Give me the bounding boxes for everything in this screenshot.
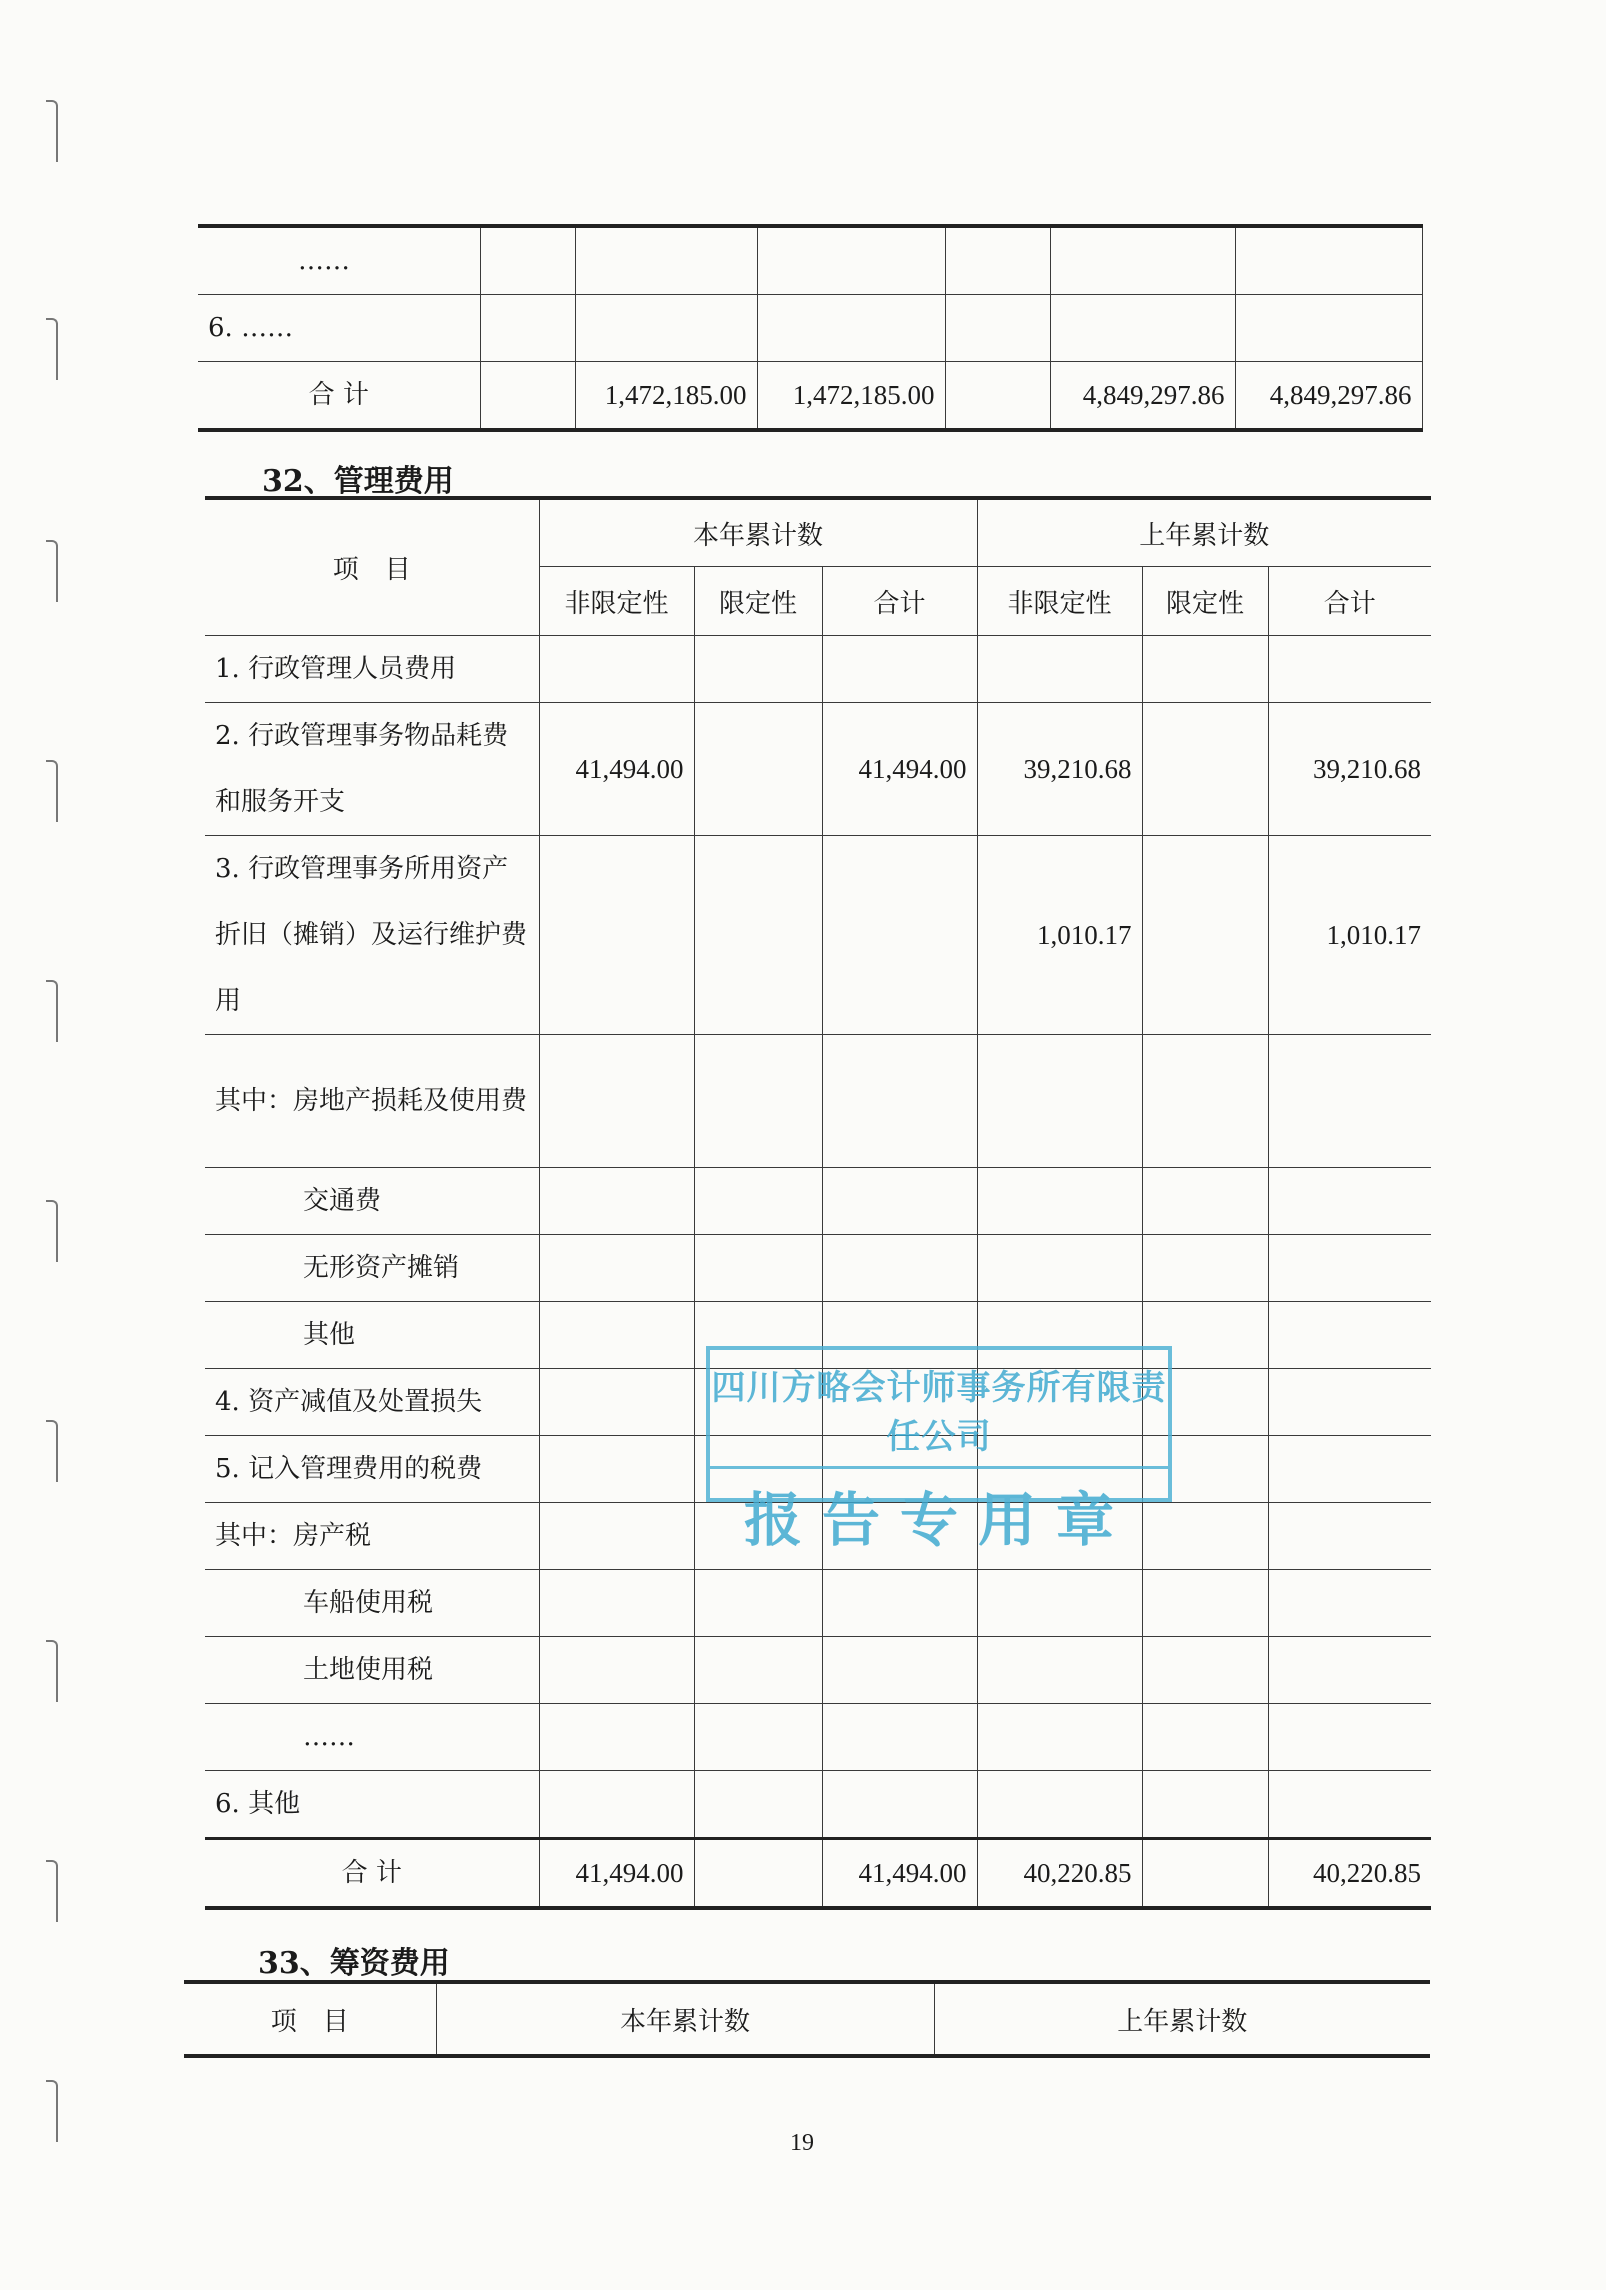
- header-unrestricted: 非限定性: [539, 567, 694, 636]
- header-row: [205, 498, 1431, 567]
- row-label: 土地使用税: [205, 1637, 539, 1704]
- cell: [694, 636, 822, 703]
- table-total-row: [205, 1839, 1431, 1909]
- cell: [1268, 1369, 1431, 1436]
- binding-mark: [46, 760, 58, 822]
- cell: [1235, 295, 1422, 362]
- cell: [539, 836, 694, 1035]
- cell: [822, 1035, 977, 1168]
- cell: [1268, 1570, 1431, 1637]
- financing-expense-table: [184, 1980, 1430, 2058]
- row-label: 交通费: [205, 1168, 539, 1235]
- cell: [1268, 1436, 1431, 1503]
- header-current: 本年累计数: [436, 1982, 934, 2056]
- cell: [1268, 636, 1431, 703]
- table-row: [205, 1704, 1431, 1771]
- table-row: [205, 1168, 1431, 1235]
- seal-line1: 四川方略会计师事务所有限责任公司: [710, 1360, 1168, 1469]
- cell: 39,210.68: [1268, 703, 1431, 836]
- cell: [822, 1235, 977, 1302]
- section-title: 32、管理费用: [262, 464, 454, 499]
- header-restricted: 限定性: [694, 567, 822, 636]
- cell: [1268, 1035, 1431, 1168]
- header-total: 合计: [822, 567, 977, 636]
- cell: 39,210.68: [977, 703, 1142, 836]
- cell: 40,220.85: [977, 1839, 1142, 1909]
- cell: [694, 1570, 822, 1637]
- cell: [1268, 1637, 1431, 1704]
- cell: [539, 1503, 694, 1570]
- cell: [1142, 1704, 1268, 1771]
- row-label: 合 计: [198, 362, 480, 431]
- cell: 1,472,185.00: [575, 362, 757, 431]
- cell: [1142, 1235, 1268, 1302]
- row-label: 其他: [205, 1302, 539, 1369]
- cell: [539, 1235, 694, 1302]
- section-title: 33、筹资费用: [258, 1946, 450, 1981]
- cell: [1050, 226, 1235, 295]
- cell: 1,472,185.00: [757, 362, 945, 431]
- cell: [694, 1704, 822, 1771]
- table-row: [205, 1570, 1431, 1637]
- row-label: 6. ……: [198, 295, 480, 362]
- header-previous: 上年累计数: [934, 1982, 1430, 2056]
- cell: [945, 226, 1050, 295]
- cell: [977, 1035, 1142, 1168]
- cell: [1268, 1235, 1431, 1302]
- cell: [822, 836, 977, 1035]
- cell: 41,494.00: [822, 1839, 977, 1909]
- cell: [977, 1704, 1142, 1771]
- table-total-row: [198, 362, 1422, 431]
- cell: [694, 1168, 822, 1235]
- row-label: ……: [198, 226, 480, 295]
- table-row: [205, 1637, 1431, 1704]
- cell: [1268, 1302, 1431, 1369]
- cell: [694, 836, 822, 1035]
- table-row: [205, 836, 1431, 1035]
- header-current: 本年累计数: [539, 498, 977, 567]
- cell: [694, 1235, 822, 1302]
- cell: [757, 226, 945, 295]
- row-label: 其中：房地产损耗及使用费: [205, 1035, 539, 1168]
- cell: [694, 703, 822, 836]
- row-label: 6. 其他: [205, 1771, 539, 1839]
- cell: [1142, 1637, 1268, 1704]
- row-label: 2. 行政管理事务物品耗费和服务开支: [205, 703, 539, 836]
- cell: [694, 1035, 822, 1168]
- cell: [1268, 1704, 1431, 1771]
- cell: [1268, 1503, 1431, 1570]
- header-item: 项 目: [184, 1982, 436, 2056]
- header-item: 项 目: [205, 498, 539, 636]
- cell: [822, 1704, 977, 1771]
- cell: [1235, 226, 1422, 295]
- binding-mark: [46, 1640, 58, 1702]
- table-row: [205, 636, 1431, 703]
- binding-mark: [46, 318, 58, 380]
- binding-mark: [46, 1200, 58, 1262]
- cell: [757, 295, 945, 362]
- table-row: [205, 1771, 1431, 1839]
- cell: [1142, 1168, 1268, 1235]
- cell: [977, 1771, 1142, 1839]
- row-label: 车船使用税: [205, 1570, 539, 1637]
- cell: [539, 1771, 694, 1839]
- cell: 41,494.00: [822, 703, 977, 836]
- row-label: 3. 行政管理事务所用资产折旧（摊销）及运行维护费用: [205, 836, 539, 1035]
- cell: [539, 1035, 694, 1168]
- binding-mark: [46, 980, 58, 1042]
- cell: [539, 1637, 694, 1704]
- cell: 4,849,297.86: [1235, 362, 1422, 431]
- cell: 41,494.00: [539, 703, 694, 836]
- binding-mark: [46, 540, 58, 602]
- cell: [945, 295, 1050, 362]
- table-row: [205, 703, 1431, 836]
- row-label: 合 计: [205, 1839, 539, 1909]
- page-number: 19: [790, 2130, 814, 2156]
- cell: [977, 1637, 1142, 1704]
- cell: [1050, 295, 1235, 362]
- binding-mark: [46, 1420, 58, 1482]
- cell: [539, 1436, 694, 1503]
- cell: 41,494.00: [539, 1839, 694, 1909]
- binding-mark: [46, 1860, 58, 1922]
- cell: [977, 1570, 1142, 1637]
- cell: 1,010.17: [1268, 836, 1431, 1035]
- cell: [1142, 1771, 1268, 1839]
- cell: [1142, 636, 1268, 703]
- cell: [1142, 703, 1268, 836]
- cell: [1268, 1168, 1431, 1235]
- header-total: 合计: [1268, 567, 1431, 636]
- admin-expense-table: [205, 496, 1431, 1910]
- cell: [977, 1235, 1142, 1302]
- table-row: [198, 295, 1422, 362]
- header-restricted: 限定性: [1142, 567, 1268, 636]
- cell: [977, 636, 1142, 703]
- table-continuation: [198, 224, 1423, 432]
- cell: [539, 1570, 694, 1637]
- cell: [977, 1168, 1142, 1235]
- row-label: 4. 资产减值及处置损失: [205, 1369, 539, 1436]
- cell: [822, 1168, 977, 1235]
- cell: [822, 636, 977, 703]
- cell: [539, 1168, 694, 1235]
- cell: 40,220.85: [1268, 1839, 1431, 1909]
- cell: [539, 1369, 694, 1436]
- seal-line2: 报告专用章: [743, 1486, 1134, 1554]
- cell: [822, 1771, 977, 1839]
- cell: [1142, 1035, 1268, 1168]
- cell: [539, 1704, 694, 1771]
- cell: 1,010.17: [977, 836, 1142, 1035]
- row-label: 1. 行政管理人员费用: [205, 636, 539, 703]
- cell: [1142, 1570, 1268, 1637]
- cell: [694, 1771, 822, 1839]
- cell: 4,849,297.86: [1050, 362, 1235, 431]
- row-label: 5. 记入管理费用的税费: [205, 1436, 539, 1503]
- cell: [945, 362, 1050, 431]
- binding-mark: [46, 2080, 58, 2142]
- cell: [822, 1570, 977, 1637]
- header-unrestricted: 非限定性: [977, 567, 1142, 636]
- cell: [1268, 1771, 1431, 1839]
- header-row: [184, 1982, 1430, 2056]
- cell: [694, 1839, 822, 1909]
- cell: [539, 1302, 694, 1369]
- cell: [1142, 1839, 1268, 1909]
- cell: [694, 1637, 822, 1704]
- row-label: 无形资产摊销: [205, 1235, 539, 1302]
- table-row: [205, 1235, 1431, 1302]
- company-seal: [706, 1346, 1172, 1554]
- row-label: ……: [205, 1704, 539, 1771]
- table-row: [198, 226, 1422, 295]
- cell: [575, 226, 757, 295]
- row-label: 其中：房产税: [205, 1503, 539, 1570]
- cell: [575, 295, 757, 362]
- cell: [1142, 836, 1268, 1035]
- cell: [539, 636, 694, 703]
- cell: [822, 1637, 977, 1704]
- table-row: [205, 1035, 1431, 1168]
- header-previous: 上年累计数: [977, 498, 1431, 567]
- binding-mark: [46, 100, 58, 162]
